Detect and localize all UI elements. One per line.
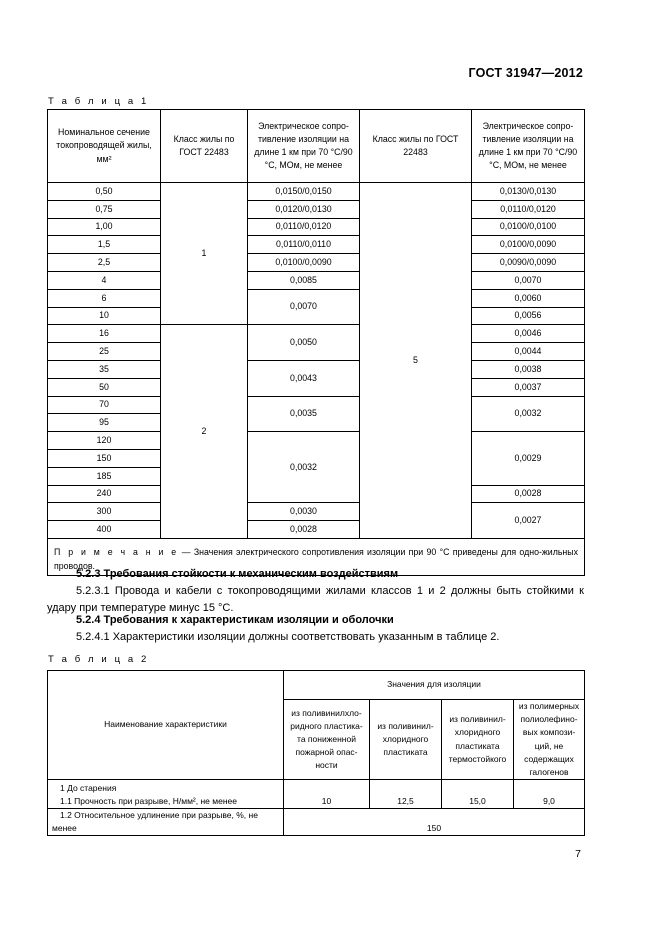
- t1-section: 1,5: [48, 236, 161, 254]
- section-5-2-3-title: 5.2.3 Требования стойкости к механическим воздействиям: [76, 568, 399, 580]
- t1-section: 0,75: [48, 200, 161, 218]
- t1-res-b: 0,0090/0,0090: [472, 254, 585, 272]
- t1-res-a: 0,0110/0,0110: [248, 236, 360, 254]
- t1-res-a: 0,0035: [248, 396, 360, 432]
- t1-section: 6: [48, 289, 161, 307]
- table1-caption: Т а б л и ц а 1: [48, 96, 149, 107]
- t2-row1-value: 10: [284, 780, 370, 809]
- t1-res-b: 0,0046: [472, 325, 585, 343]
- t1-section: 16: [48, 325, 161, 343]
- t1-res-a: 0,0050: [248, 325, 360, 361]
- t2-header-col: из полимерных полиолефино-вых компози-ций, не содержащих галогенов: [514, 700, 585, 780]
- t1-section: 0,50: [48, 183, 161, 201]
- t2-row1-label: [48, 780, 284, 809]
- t1-section: 70: [48, 396, 161, 414]
- page-number: 7: [575, 848, 581, 860]
- t1-res-b: 0,0056: [472, 307, 585, 325]
- t1-header-resistance-b: Электрическое сопро-тивление изоляции на длине 1 км при 70 °С/90 °С, МОм, не менее: [472, 110, 585, 183]
- t1-section: 2,5: [48, 254, 161, 272]
- t1-header-class-b: Класс жилы по ГОСТ 22483: [360, 110, 472, 183]
- t1-res-a: 0,0120/0,0130: [248, 200, 360, 218]
- t1-res-b: 0,0038: [472, 360, 585, 378]
- t2-row2-label: 1.2 Относительное удлинение при разрыве, %, не менее: [48, 809, 284, 836]
- t1-res-b: 0,0110/0,0120: [472, 200, 585, 218]
- t1-section: 400: [48, 521, 161, 539]
- t1-note-label: П р и м е ч а н и е: [54, 546, 179, 557]
- t1-res-b: 0,0100/0,0100: [472, 218, 585, 236]
- t2-row2-value: 150: [284, 809, 585, 836]
- t1-section: 120: [48, 432, 161, 450]
- t1-res-a: 0,0100/0,0090: [248, 254, 360, 272]
- table2: [47, 670, 585, 836]
- t1-class-a: 2: [161, 325, 248, 539]
- t1-res-b: 0,0060: [472, 289, 585, 307]
- t2-row1-value: 9,0: [514, 780, 585, 809]
- t1-section: 10: [48, 307, 161, 325]
- t1-class-a: 1: [161, 183, 248, 325]
- t1-note-text: — Значения электрического сопротивления изоляции при 90 °С приведены для одно-жильных проводов.: [54, 546, 579, 572]
- t2-header-col: из поливинил-хлоридного пластиката термостойкого: [442, 700, 514, 780]
- t1-res-a: 0,0085: [248, 271, 360, 289]
- t1-section: 185: [48, 467, 161, 485]
- t1-section: 50: [48, 378, 161, 396]
- t1-section: 240: [48, 485, 161, 503]
- t1-res-a: 0,0110/0,0120: [248, 218, 360, 236]
- t1-res-b: 0,0130/0,0130: [472, 183, 585, 201]
- t1-res-a: 0,0070: [248, 289, 360, 325]
- paragraph-5-2-3-1: 5.2.3.1 Провода и кабели с токопроводящими жилами классов 1 и 2 должны быть стойкими к удару при температуре минус 15 °С.: [47, 585, 584, 615]
- t1-res-b: 0,0029: [472, 432, 585, 485]
- t1-res-b: 0,0032: [472, 396, 585, 432]
- table2-caption: Т а б л и ц а 2: [48, 654, 149, 665]
- t2-header-name: Наименование характеристики: [48, 671, 284, 780]
- paragraph-5-2-4-1: 5.2.4.1 Характеристики изоляции должны соответствовать указанным в таблице 2.: [76, 631, 500, 643]
- t1-section: 1,00: [48, 218, 161, 236]
- t1-res-b: 0,0037: [472, 378, 585, 396]
- t1-res-a: 0,0032: [248, 432, 360, 503]
- t1-res-a: 0,0030: [248, 503, 360, 521]
- t1-section: 95: [48, 414, 161, 432]
- t1-res-b: 0,0100/0,0090: [472, 236, 585, 254]
- t1-header-section: Номинальное сечение токопроводящей жилы, мм²: [48, 110, 161, 183]
- t1-section: 4: [48, 271, 161, 289]
- document-code: ГОСТ 31947—2012: [468, 66, 583, 80]
- t1-res-a: 0,0043: [248, 360, 360, 396]
- t1-section: 25: [48, 343, 161, 361]
- t2-row1-line2: 1.1 Прочность при разрыве, Н/мм², не менее: [60, 795, 237, 806]
- t2-header-col: из поливинил-хлоридного пластиката: [370, 700, 442, 780]
- t1-res-b: 0,0044: [472, 343, 585, 361]
- t1-res-a: 0,0028: [248, 521, 360, 539]
- t1-res-a: 0,0150/0,0150: [248, 183, 360, 201]
- t1-res-b: 0,0070: [472, 271, 585, 289]
- t1-class-b: 5: [360, 183, 472, 539]
- t1-header-resistance-a: Электрическое сопро-тивление изоляции на длине 1 км при 70 °С/90 °С, МОм, не менее: [248, 110, 360, 183]
- t1-section: 150: [48, 449, 161, 467]
- t2-row1-value: 15,0: [442, 780, 514, 809]
- t2-header-col: из поливинилхло-ридного пластика-та пониженной пожарной опас-ности: [284, 700, 370, 780]
- section-5-2-4-title: 5.2.4 Требования к характеристикам изоляции и оболочки: [76, 614, 394, 626]
- t2-row1-value: 12,5: [370, 780, 442, 809]
- table1: [47, 109, 585, 576]
- t2-row1-line1: 1 До старения: [60, 782, 117, 793]
- t1-section: 300: [48, 503, 161, 521]
- t1-header-class-a: Класс жилы по ГОСТ 22483: [161, 110, 248, 183]
- t1-section: 35: [48, 360, 161, 378]
- t1-res-b: 0,0027: [472, 503, 585, 539]
- t1-res-b: 0,0028: [472, 485, 585, 503]
- t2-header-group: Значения для изоляции: [284, 671, 585, 700]
